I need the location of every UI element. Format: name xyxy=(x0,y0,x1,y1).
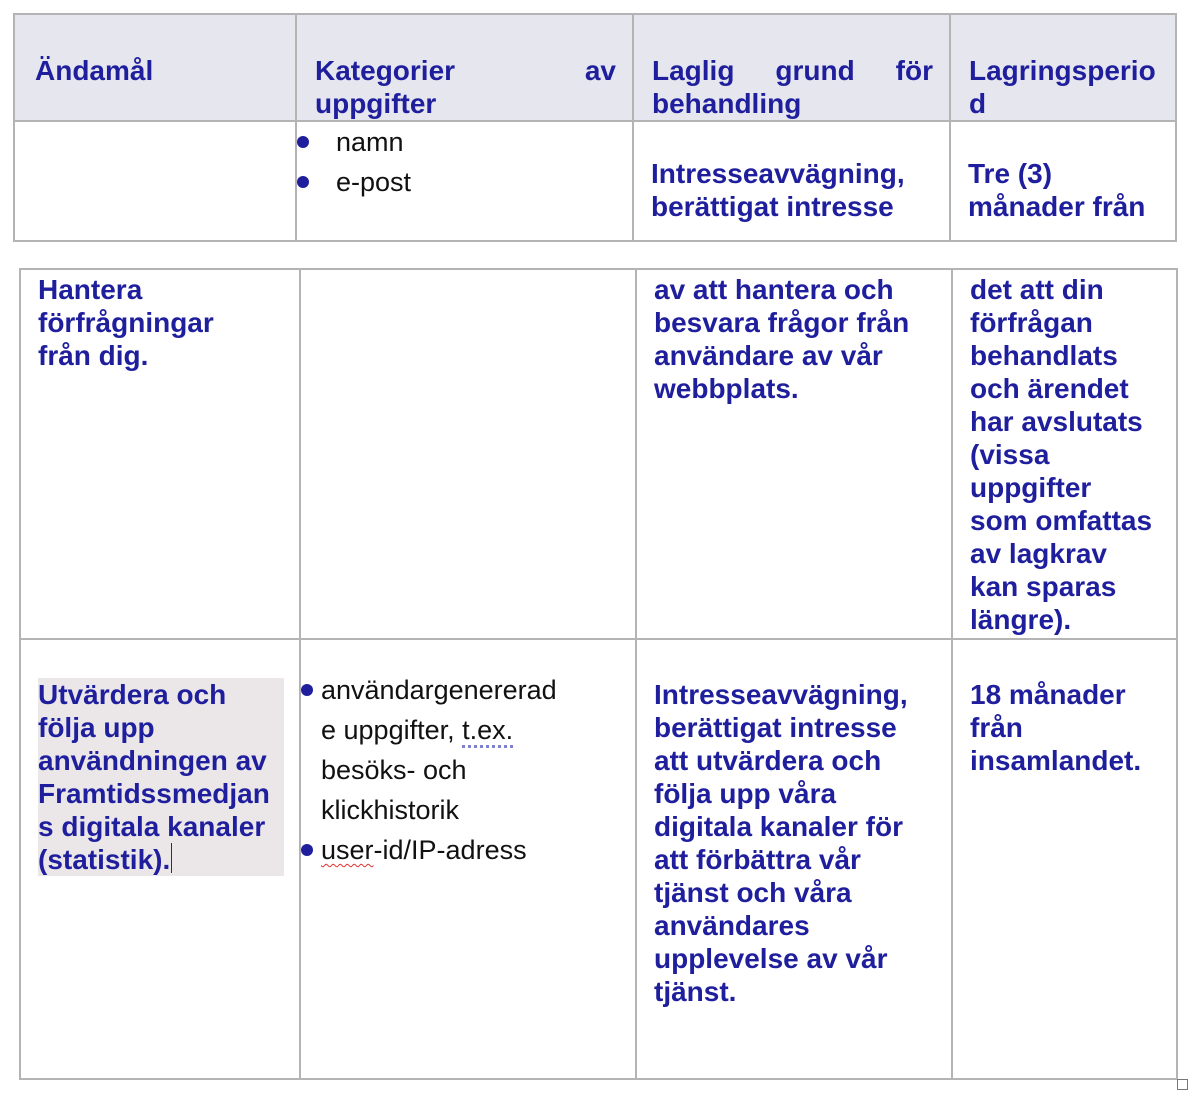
cell-categories-empty xyxy=(300,269,636,639)
bullet-icon xyxy=(297,136,309,148)
list-item: användargenererad e uppgifter, t.ex. besöks- och klickhistorik xyxy=(301,670,635,830)
header-legal-basis-line1: Laglig grund för xyxy=(652,55,933,86)
header-categories-word2: av xyxy=(584,55,616,86)
table-row xyxy=(20,269,1177,639)
cell-legal-basis: Intresseavvägning, berättigat intresse att utvärdera och följa upp våra digitala kanaler för att förbättra vår tjänst och våra användares upplevelse av vår tjänst. xyxy=(636,639,952,1079)
table-bottom xyxy=(19,268,1178,1080)
header-retention-line2: d xyxy=(969,88,987,119)
grammar-marked-text: t.ex. xyxy=(462,715,513,748)
header-cell-purpose xyxy=(14,14,296,121)
header-cell-retention xyxy=(950,14,1176,121)
table-resize-handle[interactable] xyxy=(1177,1079,1188,1090)
list-item: user-id/IP-adress xyxy=(301,830,635,870)
header-retention-line1: Lagringsperio xyxy=(969,55,1156,86)
header-categories-line2: uppgifter xyxy=(315,88,437,119)
header-cell-categories xyxy=(296,14,633,121)
categories-list xyxy=(297,122,632,202)
table-row xyxy=(14,121,1176,241)
categories-list xyxy=(301,640,635,870)
cell-retention: Tre (3) månader från xyxy=(950,121,1176,241)
bullet-icon xyxy=(301,684,313,696)
table-top xyxy=(13,13,1177,242)
header-categories-word1: Kategorier xyxy=(315,55,456,86)
spellcheck-marked-text: user xyxy=(321,835,374,865)
header-cell-legal-basis xyxy=(633,14,950,121)
cell-legal-basis: av att hantera och besvara frågor från användare av vår webbplats. xyxy=(636,269,952,639)
cell-retention: 18 månader från insamlandet. xyxy=(952,639,1177,1079)
cell-categories xyxy=(296,121,633,241)
list-item: e-post xyxy=(297,162,632,202)
cell-categories xyxy=(300,639,636,1079)
cell-retention: det att din förfrågan behandlats och ärendet har avslutats (vissa uppgifter som omfattas av lagkrav kan sparas längre). xyxy=(952,269,1177,639)
table-row xyxy=(20,639,1177,1079)
bullet-icon xyxy=(301,844,313,856)
header-purpose: Ändamål xyxy=(35,55,154,86)
cell-purpose: Hantera förfrågningar från dig. xyxy=(20,269,300,639)
text-cursor-icon xyxy=(171,843,172,873)
cell-purpose-empty xyxy=(14,121,296,241)
header-legal-basis-line2: behandling xyxy=(652,88,802,119)
table-header-row xyxy=(14,14,1176,121)
cell-purpose xyxy=(20,639,300,1079)
cell-legal-basis: Intresseavvägning, berättigat intresse xyxy=(633,121,950,241)
list-item: namn xyxy=(297,122,632,162)
selected-text[interactable]: Utvärdera och följa upp användningen av Framtidssmedjan s digitala kanaler (statistik). xyxy=(38,678,284,876)
bullet-icon xyxy=(297,176,309,188)
